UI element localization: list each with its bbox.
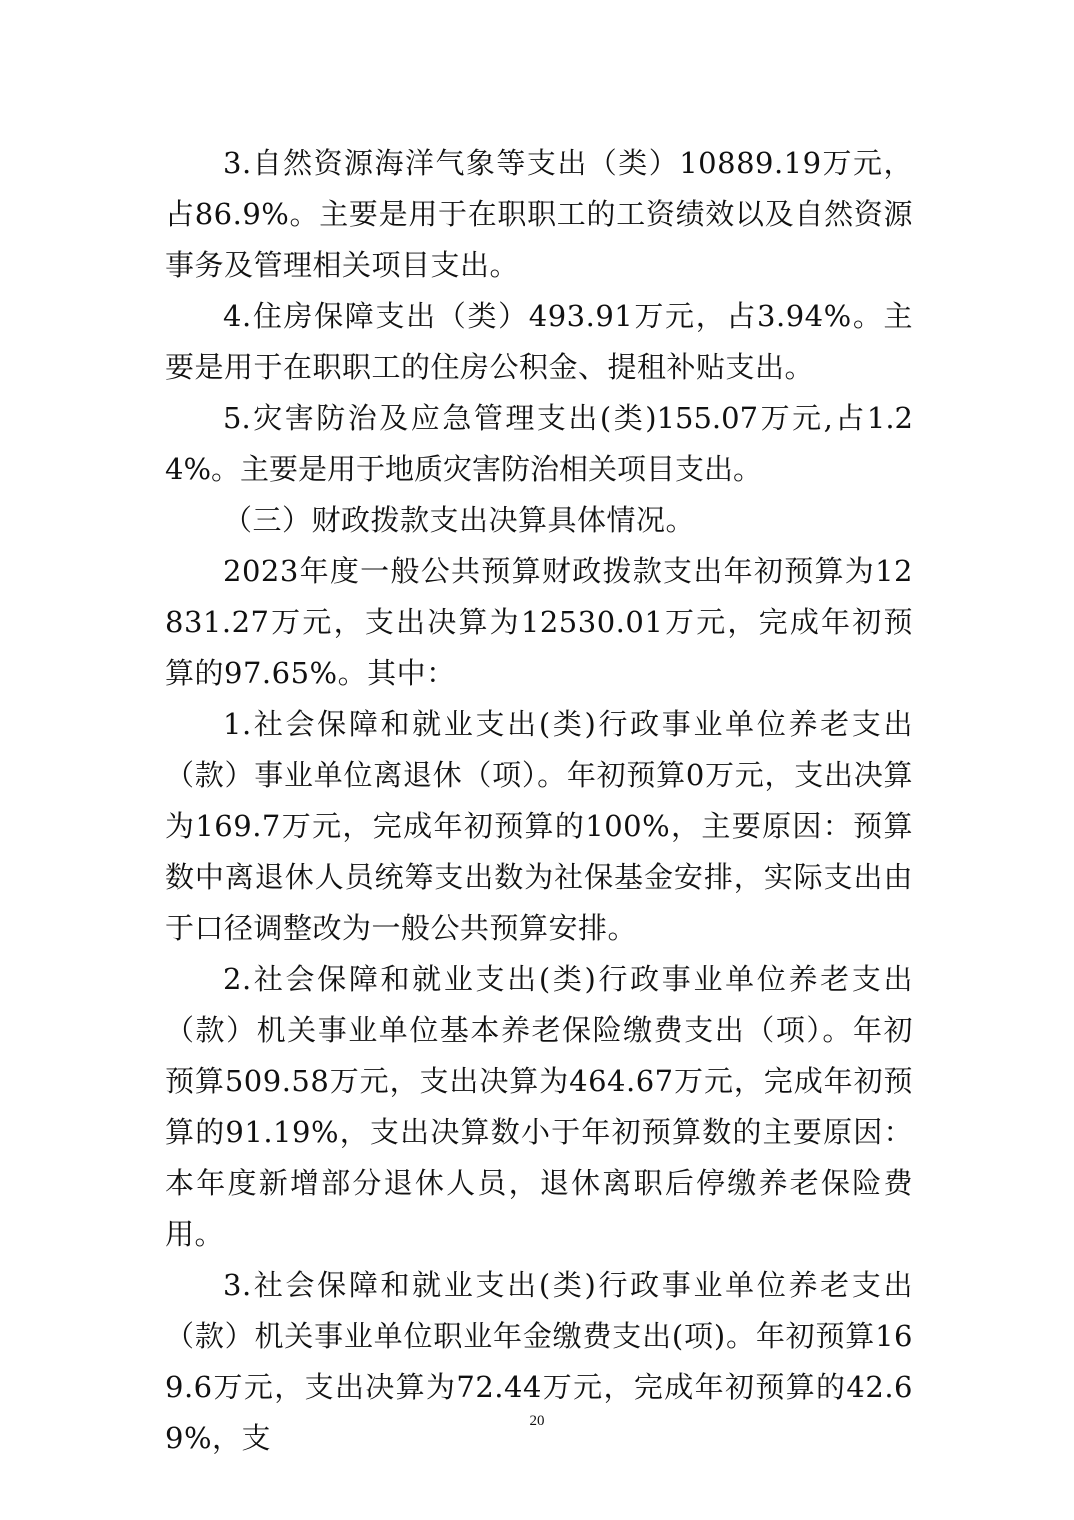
section-heading-fiscal-details: （三）财政拨款支出决算具体情况。 <box>223 503 696 537</box>
paragraph-pension-insurance-expenditure: 2.社会保障和就业支出(类)行政事业单位养老支出（款）机关事业单位基本养老保险缴费支出（项）。年初预算509.58万元，支出决算为464.67万元，完成年初预算的91.19%，支出决算数小于年初预算数的主要原因：本年度新增部分退休人员，退休离职后停缴养老保险费用。 <box>165 962 913 1251</box>
paragraph-occupational-annuity-expenditure: 3.社会保障和就业支出(类)行政事业单位养老支出（款）机关事业单位职业年金缴费支出(项)。年初预算169.6万元，支出决算为72.44万元，完成年初预算的42.69%，支 <box>165 1268 913 1455</box>
paragraph-housing-expenditure: 4.住房保障支出（类）493.91万元，占3.94%。主要是用于在职职工的住房公积金、提租补贴支出。 <box>165 299 913 384</box>
paragraph-natural-resources-expenditure: 3.自然资源海洋气象等支出（类）10889.19万元，占86.9%。主要是用于在职职工的工资绩效以及自然资源事务及管理相关项目支出。 <box>165 146 913 282</box>
paragraph-disaster-prevention-expenditure: 5.灾害防治及应急管理支出(类)155.07万元,占1.24%。主要是用于地质灾害防治相关项目支出。 <box>165 401 913 486</box>
paragraph-retirement-expenditure: 1.社会保障和就业支出(类)行政事业单位养老支出（款）事业单位离退休（项）。年初预算0万元，支出决算为169.7万元，完成年初预算的100%，主要原因：预算数中离退休人员统筹支出数为社保基金安排，实际支出由于口径调整改为一般公共预算安排。 <box>165 707 913 945</box>
paragraph-general-budget-summary: 2023年度一般公共预算财政拨款支出年初预算为12831.27万元，支出决算为12530.01万元，完成年初预算的97.65%。其中： <box>165 554 913 690</box>
document-body <box>165 138 913 1464</box>
page-number: 20 <box>529 1413 545 1429</box>
